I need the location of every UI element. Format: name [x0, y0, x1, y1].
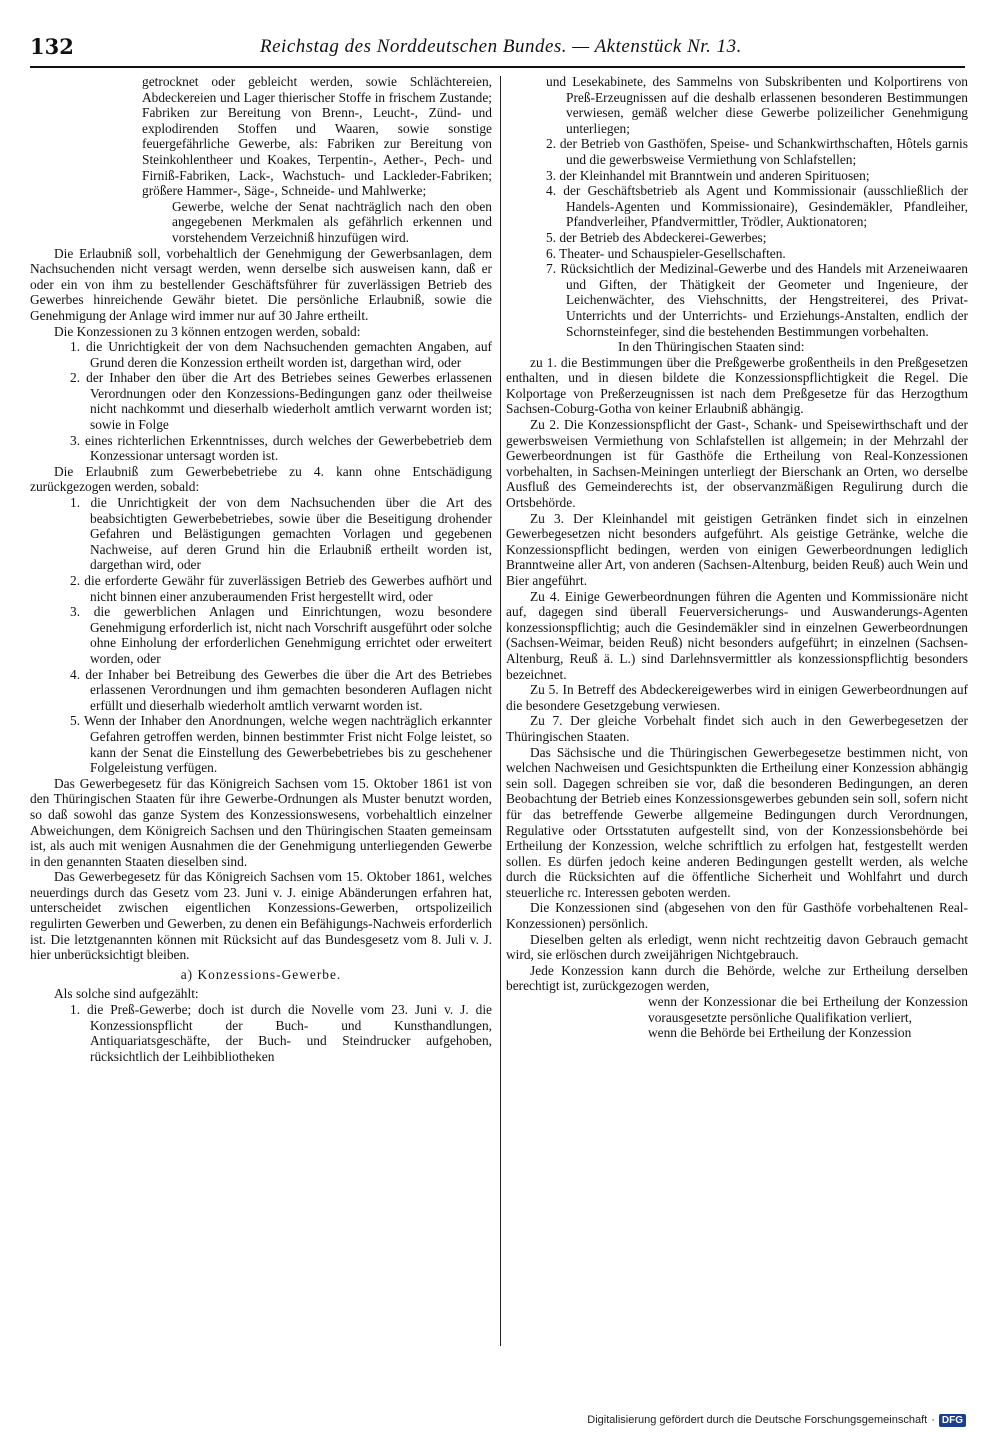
paragraph: 5. der Betrieb des Abdeckerei-Gewerbes;: [546, 229, 767, 245]
paragraph: Die Erlaubniß zum Gewerbebetriebe zu 4. kann ohne Entschädigung zurückgezogen werden, sobald:: [30, 463, 492, 495]
paragraph: wenn der Konzessionar die bei Ertheilung der Konzession vorausgesetzte persönliche Qualifikation verliert,: [648, 994, 968, 1025]
paragraph: Das Gewerbegesetz für das Königreich Sachsen vom 15. Oktober 1861 ist von den Thüringischen Staaten für ihre Gewerbe-Ordnungen als Muster benutzt worden, so daß sowohl das ganze System des Konzessionswesens, vorbehaltlich einzelner Abweichungen, dem Königreich Sachsen und den Thüringischen Staaten gemeinsam ist, als auch mit wenigen Ausnahmen die der Genehmigung unterliegenden Gewerbe in den genannten Staaten dieselben sind.: [30, 775, 492, 869]
paragraph: Zu 5. In Betreff des Abdeckereigewerbes wird in einigen Gewerbeordnungen auf die besondere Gesetzgebung verwiesen.: [506, 682, 968, 713]
paragraph: Zu 4. Einige Gewerbeordnungen führen die Agenten und Kommissionäre nicht auf, dagegen sind überall Feuerversicherungs- und Auswanderungs-Agenten konzessionspflichtig; auch die Gesindemäkler sind in einzelnen Gewerbeordnungen (Sachsen-Weimar, beiden Reuß) nicht besonders aufgeführt; in einzelnen (Sachsen-Altenburg, Reuß ä. L.) sind Darlehnsvermittler als konzessionspflichtig besonders bezeichnet.: [506, 588, 968, 682]
paragraph: 6. Theater- und Schauspieler-Gesellschaften.: [546, 245, 786, 261]
paragraph: 2. die erforderte Gewähr für zuverlässigen Betrieb des Gewerbes aufhört und nicht binnen einer anzuberaumenden Frist hergestellt wird, oder: [70, 573, 492, 604]
paragraph: Das Gewerbegesetz für das Königreich Sachsen vom 15. Oktober 1861, welches neuerdings durch das Gesetz vom 23. Juni v. J. einige Abänderungen erfahren hat, unterscheidet zwischen eigentlichen Konzessions-Gewerben, ortspolizeilich regulirten Gewerben und Gewerben, zu denen ein Befähigungs-Nachweis erforderlich ist. Die letztgenannten können mit Rücksicht auf das Bundesgesetz vom 8. Juli v. J. hier unberücksichtigt bleiben.: [30, 869, 492, 963]
paragraph: Die Konzessionen zu 3 können entzogen werden, sobald:: [54, 323, 361, 339]
paragraph: Dieselben gelten als erledigt, wenn nicht rechtzeitig davon Gebrauch gemacht wird, sie erlöschen durch zweijährigen Nichtgebrauch.: [506, 931, 968, 963]
left-column: [30, 74, 492, 1064]
right-column: [506, 74, 968, 1041]
page-header: [30, 34, 965, 64]
paragraph: 3. der Kleinhandel mit Branntwein und anderen Spirituosen;: [546, 167, 870, 183]
paragraph: 7. Rücksichtlich der Medizinal-Gewerbe und des Handels mit Arzeneiwaaren und Giften, der Thätigkeit der Geometer und Ingenieure, der Leichenwächter, des Viehschnitts, der Hengstreiterei, des Privat-Unterrichts und der Unterrichts- und Erziehungs-Anstalten, endlich der Schornsteinfeger, sind die bestehenden Bestimmungen vorbehalten.: [546, 261, 968, 339]
paragraph: Die Erlaubniß soll, vorbehaltlich der Genehmigung der Gewerbsanlagen, dem Nachsuchenden nicht versagt werden, wenn derselbe sich ausweisen kann, daß er oder ein von ihm zu bestellender Geschäftsführer für zuverlässigen Betrieb des Gewerbes hinreichende Gewähr bietet. Die persönliche Erlaubniß, sowie die Genehmigung der Anlage wird immer nur auf 30 Jahre ertheilt.: [30, 245, 492, 323]
header-rule: [30, 66, 965, 68]
paragraph: und Lesekabinete, des Sammelns von Subskribenten und Kolportirens von Preß-Erzeugnissen auf die deshalb erlassenen besonderen Bestimmungen verwiesen, gemäß welcher diese Gewerbe polizeilicher Genehmigung unterliegen;: [546, 74, 968, 136]
paragraph: wenn die Behörde bei Ertheilung der Konzession: [648, 1025, 912, 1041]
paragraph: In den Thüringischen Staaten sind:: [618, 339, 805, 355]
paragraph: 1. die Unrichtigkeit der von dem Nachsuchenden über die Art des beabsichtigten Gewerbebetriebes, sowie über die Beseitigung drohender Gefahren und Belästigungen gemachten Vorlagen und gegebenen Nachweise, auf deren Grund hin die Erlaubniß ertheilt worden ist, dargethan wird, oder: [70, 495, 492, 573]
page-number: 132: [30, 34, 74, 59]
running-title: Reichstag des Norddeutschen Bundes. — Aktenstück Nr. 13.: [260, 36, 742, 57]
paragraph: Zu 2. Die Konzessionspflicht der Gast-, Schank- und Speisewirthschaft und der gewerbsweisen Vermiethung von Schlafstellen ist allgemein; in der Mehrzahl der Gewerbeordnungen ist für Gasthöfe die Ertheilung von Real-Konzessionen vorbehalten, in Sachsen-Meiningen unterliegt der Bierschank an Orten, wo derselbe Ausfluß des Gemeinderechts ist, der observanzmäßigen Regulirung durch die Ortsbehörde.: [506, 417, 968, 511]
paragraph: a) Konzessions-Gewerbe.: [180, 966, 342, 982]
footer-credit: Digitalisierung gefördert durch die Deutsche Forschungsgemeinschaft: [587, 1414, 928, 1426]
paragraph: getrocknet oder gebleicht werden, sowie Schlächtereien, Abdeckereien und Lager thierischer Stoffe in frischem Zustande; Fabriken zur Bereitung von Brenn-, Leucht-, Zünd- und explodirenden Stoffen und Waaren, sowie sonstige feuergefährliche Gewerbe, als: Fabriken zur Bereitung von Steinkohlentheer und Koakes, Terpentin-, Aether-, Pech- und Firniß-Fabriken, Lack-, Wachstuch- und Lackleder-Fabriken; größere Hammer-, Säge-, Schneide- und Mahlwerke;: [142, 74, 492, 199]
paragraph: 4. der Inhaber bei Betreibung des Gewerbes die über die Art des Betriebes erlassenen Verordnungen und ihm gemachten besonderen Auflagen nicht erfüllt und dieserhalb wiederholt amtlich verwarnt worden ist.: [70, 666, 492, 713]
paragraph: Zu 3. Der Kleinhandel mit geistigen Getränken findet sich in einzelnen Gewerbegesetzen nicht besonders aufgeführt. Als geistige Getränke, welche die Konzessionspflicht bedingen, werden von einigen Gewerbeordnungen lediglich Branntweine aller Art, von anderen (Sachsen-Altenburg, beiden Reuß) auch Wein und Bier angeführt.: [506, 510, 968, 588]
paragraph: 1. die Unrichtigkeit der von dem Nachsuchenden gemachten Angaben, auf Grund deren die Konzession ertheilt worden ist, dargethan wird, oder: [70, 339, 492, 370]
dfg-logo: DFG: [939, 1414, 966, 1427]
paragraph: 5. Wenn der Inhaber den Anordnungen, welche wegen nachträglich erkannter Gefahren getroffen werden, binnen bestimmter Frist nicht Folge leistet, so kann der Senat die Einstellung des Gewerbebetriebes bis zu geschehener Folgeleistung verfügen.: [70, 713, 492, 776]
paragraph: Gewerbe, welche der Senat nachträglich nach den oben angegebenen Merkmalen als gefährlich erkennen und vorstehendem Verzeichniß hinzufügen wird.: [172, 198, 492, 245]
paragraph: 3. eines richterlichen Erkenntnisses, durch welches der Gewerbebetrieb dem Konzessionar untersagt worden ist.: [70, 432, 492, 464]
footer: Digitalisierung gefördert durch die Deutsche Forschungsgemeinschaft · DFG: [587, 1412, 966, 1428]
paragraph: Jede Konzession kann durch die Behörde, welche zur Ertheilung derselben berechtigt ist, zurückgezogen werden,: [506, 962, 968, 994]
paragraph: zu 1. die Bestimmungen über die Preßgewerbe großentheils in den Preßgesetzen enthalten, und in diesen bildete die Konzessionspflichtigkeit die Regel. Die Kolportage von Preßerzeugnissen ist nach dem Preßgesetze für das Herzogthum Sachsen-Coburg-Gotha von keiner Erlaubniß abhängig.: [506, 354, 968, 417]
paragraph: 4. der Geschäftsbetrieb als Agent und Kommissionair (ausschließlich der Handels-Agenten und Kommissionaire), Gesindemäkler, Pfandleiher, Pfandverleiher, Pfandvermittler, Trödler, Auktionatoren;: [546, 183, 968, 230]
paragraph: 2. der Inhaber den über die Art des Betriebes seines Gewerbes erlassenen Verordnungen oder den Konzessions-Bedingungen ganz oder theilweise nicht nachkommt und dieserhalb wiederholt amtlich verwarnt worden ist; sowie in Folge: [70, 370, 492, 433]
paragraph: Zu 7. Der gleiche Vorbehalt findet sich auch in den Gewerbegesetzen der Thüringischen Staaten.: [506, 713, 968, 744]
paragraph: Die Konzessionen sind (abgesehen von den für Gasthöfe vorbehaltenen Real-Konzessionen) persönlich.: [506, 900, 968, 932]
paragraph: 2. der Betrieb von Gasthöfen, Speise- und Schankwirthschaften, Hôtels garnis und die gewerbsweise Vermiethung von Schlafstellen;: [546, 136, 968, 167]
paragraph: Das Sächsische und die Thüringischen Gewerbegesetze bestimmen nicht, von welchen Nachweisen und Gesichtspunkten die Ertheilung einer Konzession abhängig sein soll. Dagegen schreiben sie vor, daß die besonderen Bedingungen, an deren Beobachtung der Betrieb eines Konzessionsgewerbes gebunden sein soll, sofern nicht für das betreffende Gewerbe allgemeine Bedingungen durch Verordnungen, Regulative oder Ortsstatuten aufgestellt sind, von der Konzessionsbehörde bei Ertheilung der Konzession, welche schriftlich zu erfolgen hat, festgestellt werden sollen. Es dürfen jedoch keine anderen Bedingungen gestellt werden, als welche durch die Rücksichten auf die öffentliche Sicherheit und Wohlfahrt und durch steuerliche rc. Interessen geboten werden.: [506, 744, 968, 900]
column-divider: [500, 76, 501, 1346]
paragraph: Als solche sind aufgezählt:: [54, 986, 199, 1002]
paragraph: 1. die Preß-Gewerbe; doch ist durch die Novelle vom 23. Juni v. J. die Konzessionspflicht der Buch- und Kunsthandlungen, Antiquariatsgeschäfte, der Buch- und Steindrucker aufgehoben, rücksichtlich der Leihbibliotheken: [70, 1002, 492, 1064]
paragraph: 3. die gewerblichen Anlagen und Einrichtungen, wozu besondere Genehmigung erforderlich ist, nicht nach Vorschrift ausgeführt oder solche ohne Einholung der erforderlichen Genehmigung errichtet oder erweitert worden, oder: [70, 604, 492, 666]
